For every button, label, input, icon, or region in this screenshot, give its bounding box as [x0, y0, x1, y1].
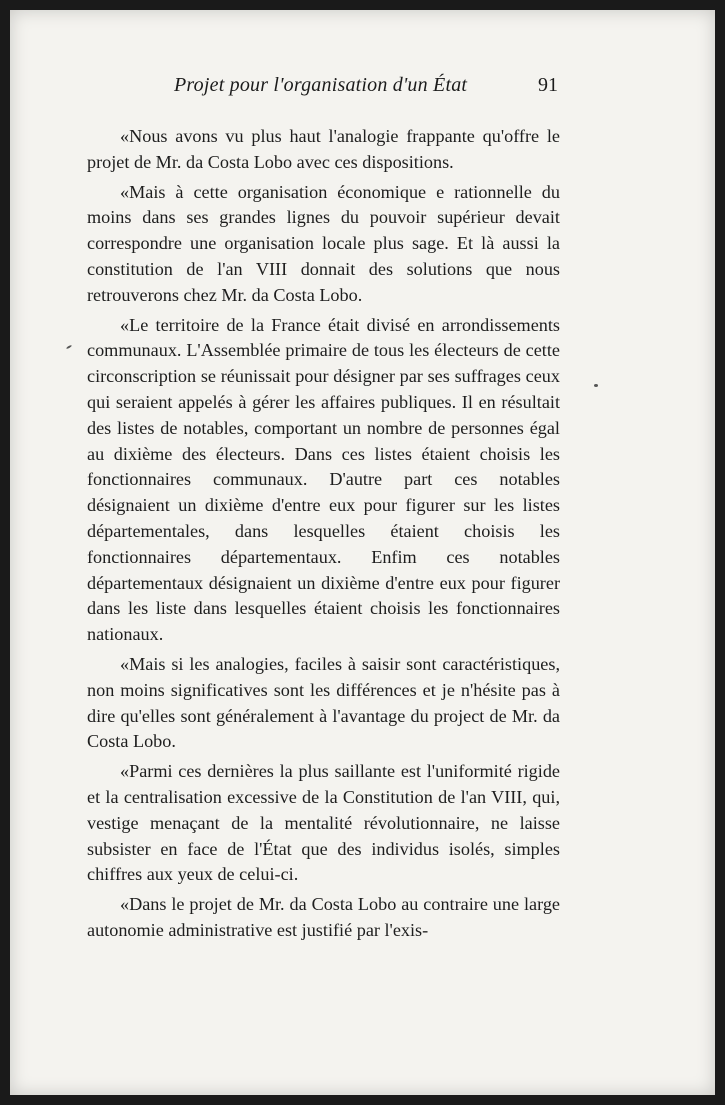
paragraph: «Mais à cette organisation économique e rationnelle du moins dans ses grandes lignes du pouvoir supérieur devait correspondre une organisation locale plus sage. Et là aussi la constitution de l'an VIII donnait des solutions que nous retrouverons chez Mr. da Costa Lobo. — [87, 181, 560, 305]
paper-speck — [66, 345, 72, 350]
book-page — [10, 10, 715, 1095]
paragraph: «Mais si les analogies, faciles à saisir sont caractéristiques, non moins significatives sont les différences et je n'hésite pas à dire qu'elles sont généralement à l'avantage du project de Mr. da Costa Lobo. — [87, 653, 560, 752]
running-title: Projet pour l'organisation d'un État — [174, 74, 468, 96]
paragraph: «Nous avons vu plus haut l'analogie frappante qu'offre le projet de Mr. da Costa Lobo avec ces dispositions. — [87, 126, 560, 172]
paragraph: «Le territoire de la France était divisé en arrondissements communaux. L'Assemblée primaire de tous les électeurs de cette circonscription se réunissait pour désigner par ses suffrages ceux qui seraient appelés à gérer les affaires publiques. Il en résultait des listes de notables, comportant un nombre de personnes égal au dixième des électeurs. Dans ces listes étaient choisis les fonctionnaires communaux. D'autre part ces notables désignaient un dixième d'entre eux pour figurer sur les listes départementales, dans lesquelles étaient choisis les fonctionnaires départementaux. Enfim ces notables départementaux désignaient un dixième d'entre eux pour figurer dans les liste dans lesquelles étaient choisis les fonctionnaires nationaux. — [87, 314, 560, 645]
running-head — [10, 74, 715, 104]
paragraph: «Dans le projet de Mr. da Costa Lobo au contraire une large autonomie administrative est justifié par l'exis- — [87, 894, 560, 940]
page-number: 91 — [538, 74, 558, 96]
body-text — [87, 124, 560, 948]
paper-speck — [594, 384, 598, 387]
paragraph: «Parmi ces dernières la plus saillante est l'uniformité rigide et la centralisation excessive de la Constitution de l'an VIII, qui, vestige menaçant de la mentalité révolutionnaire, ne laisse subsister en face de l'État que des individus isolés, simples chiffres aux yeux de celui-ci. — [87, 761, 560, 885]
